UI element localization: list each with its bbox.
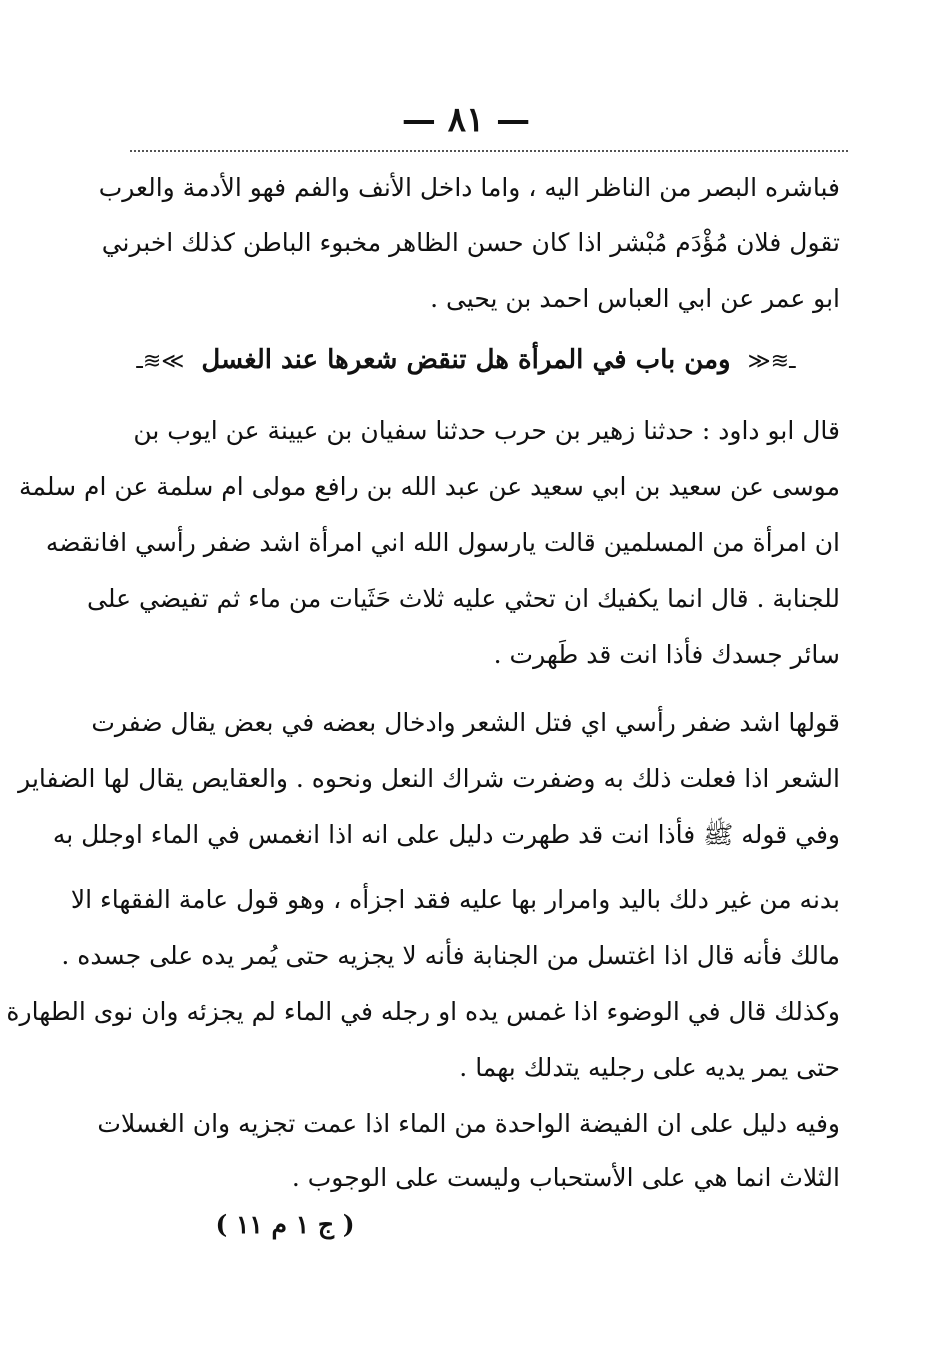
text-line: تقول فلان مُؤْدَم مُبْشر اذا كان حسن الظاهر مخبوء الباطن كذلك اخبرني <box>101 228 840 257</box>
text-line: مالك فأنه قال اذا اغتسل من الجنابة فأنه لا يجزيه حتى يُمر يده على جسده . <box>61 941 840 970</box>
text-line: الثلاث انما هي على الأستحباب وليست على الوجوب . <box>291 1163 840 1192</box>
text-line: قال ابو داود : حدثنا زهير بن حرب حدثنا سفيان بن عيينة عن ايوب بن <box>133 416 840 445</box>
text-line: قولها اشد ضفر رأسي اي فتل الشعر وادخال بعضه في بعض يقال ضفرت <box>91 708 840 737</box>
text-line: سائر جسدك فأذا انت قد طَهرت . <box>493 640 840 669</box>
heading-ornament-right: ـ≋≪ <box>747 349 796 374</box>
text-line: وفي قوله ﷺ فأذا انت قد طهرت دليل على انه اذا انغمس في الماء اوجلل به <box>52 820 840 849</box>
heading-ornament-left: ≫≋ـ <box>136 349 185 374</box>
heading-text: ومن باب في المرأة هل تنقض شعرها عند الغسل <box>201 345 731 375</box>
page-number: — ٨١ — <box>401 100 531 140</box>
text-line: وفيه دليل على ان الفيضة الواحدة من الماء اذا عمت تجزيه وان الغسلات <box>97 1109 840 1138</box>
text-line: حتى يمر يديه على رجليه يتدلك بهما . <box>459 1053 840 1082</box>
text-line: فباشره البصر من الناظر اليه ، واما داخل الأنف والفم فهو الأدمة والعرب <box>98 173 840 202</box>
text-line: موسى عن سعيد بن ابي سعيد عن عبد الله بن رافع مولى ام سلمة عن ام سلمة <box>18 472 840 501</box>
text-line: الشعر اذا فعلت ذلك به وضفرت شراك النعل ونحوه . والعقايص يقال لها الضفاير <box>18 764 840 793</box>
text-line: ان امرأة من المسلمين قالت يارسول الله اني امرأة اشد ضفر رأسي افانقضه <box>45 528 840 557</box>
text-line: بدنه من غير دلك باليد وامرار بها عليه فقد اجزأه ، وهو قول عامة الفقهاء الا <box>70 885 840 914</box>
signature-reference: ( ج ١ م ١١ ) <box>215 1210 355 1239</box>
section-heading <box>0 332 932 388</box>
text-line: وكذلك قال في الوضوء اذا غمس يده او رجله في الماء لم يجزئه وان نوى الطهارة <box>6 997 840 1026</box>
text-line: للجنابة . قال انما يكفيك ان تحثي عليه ثلاث حَثَيات من ماء ثم تفيضي على <box>87 584 840 613</box>
header-divider <box>130 150 848 152</box>
text-line: ابو عمر عن ابي العباس احمد بن يحيى . <box>430 284 840 313</box>
